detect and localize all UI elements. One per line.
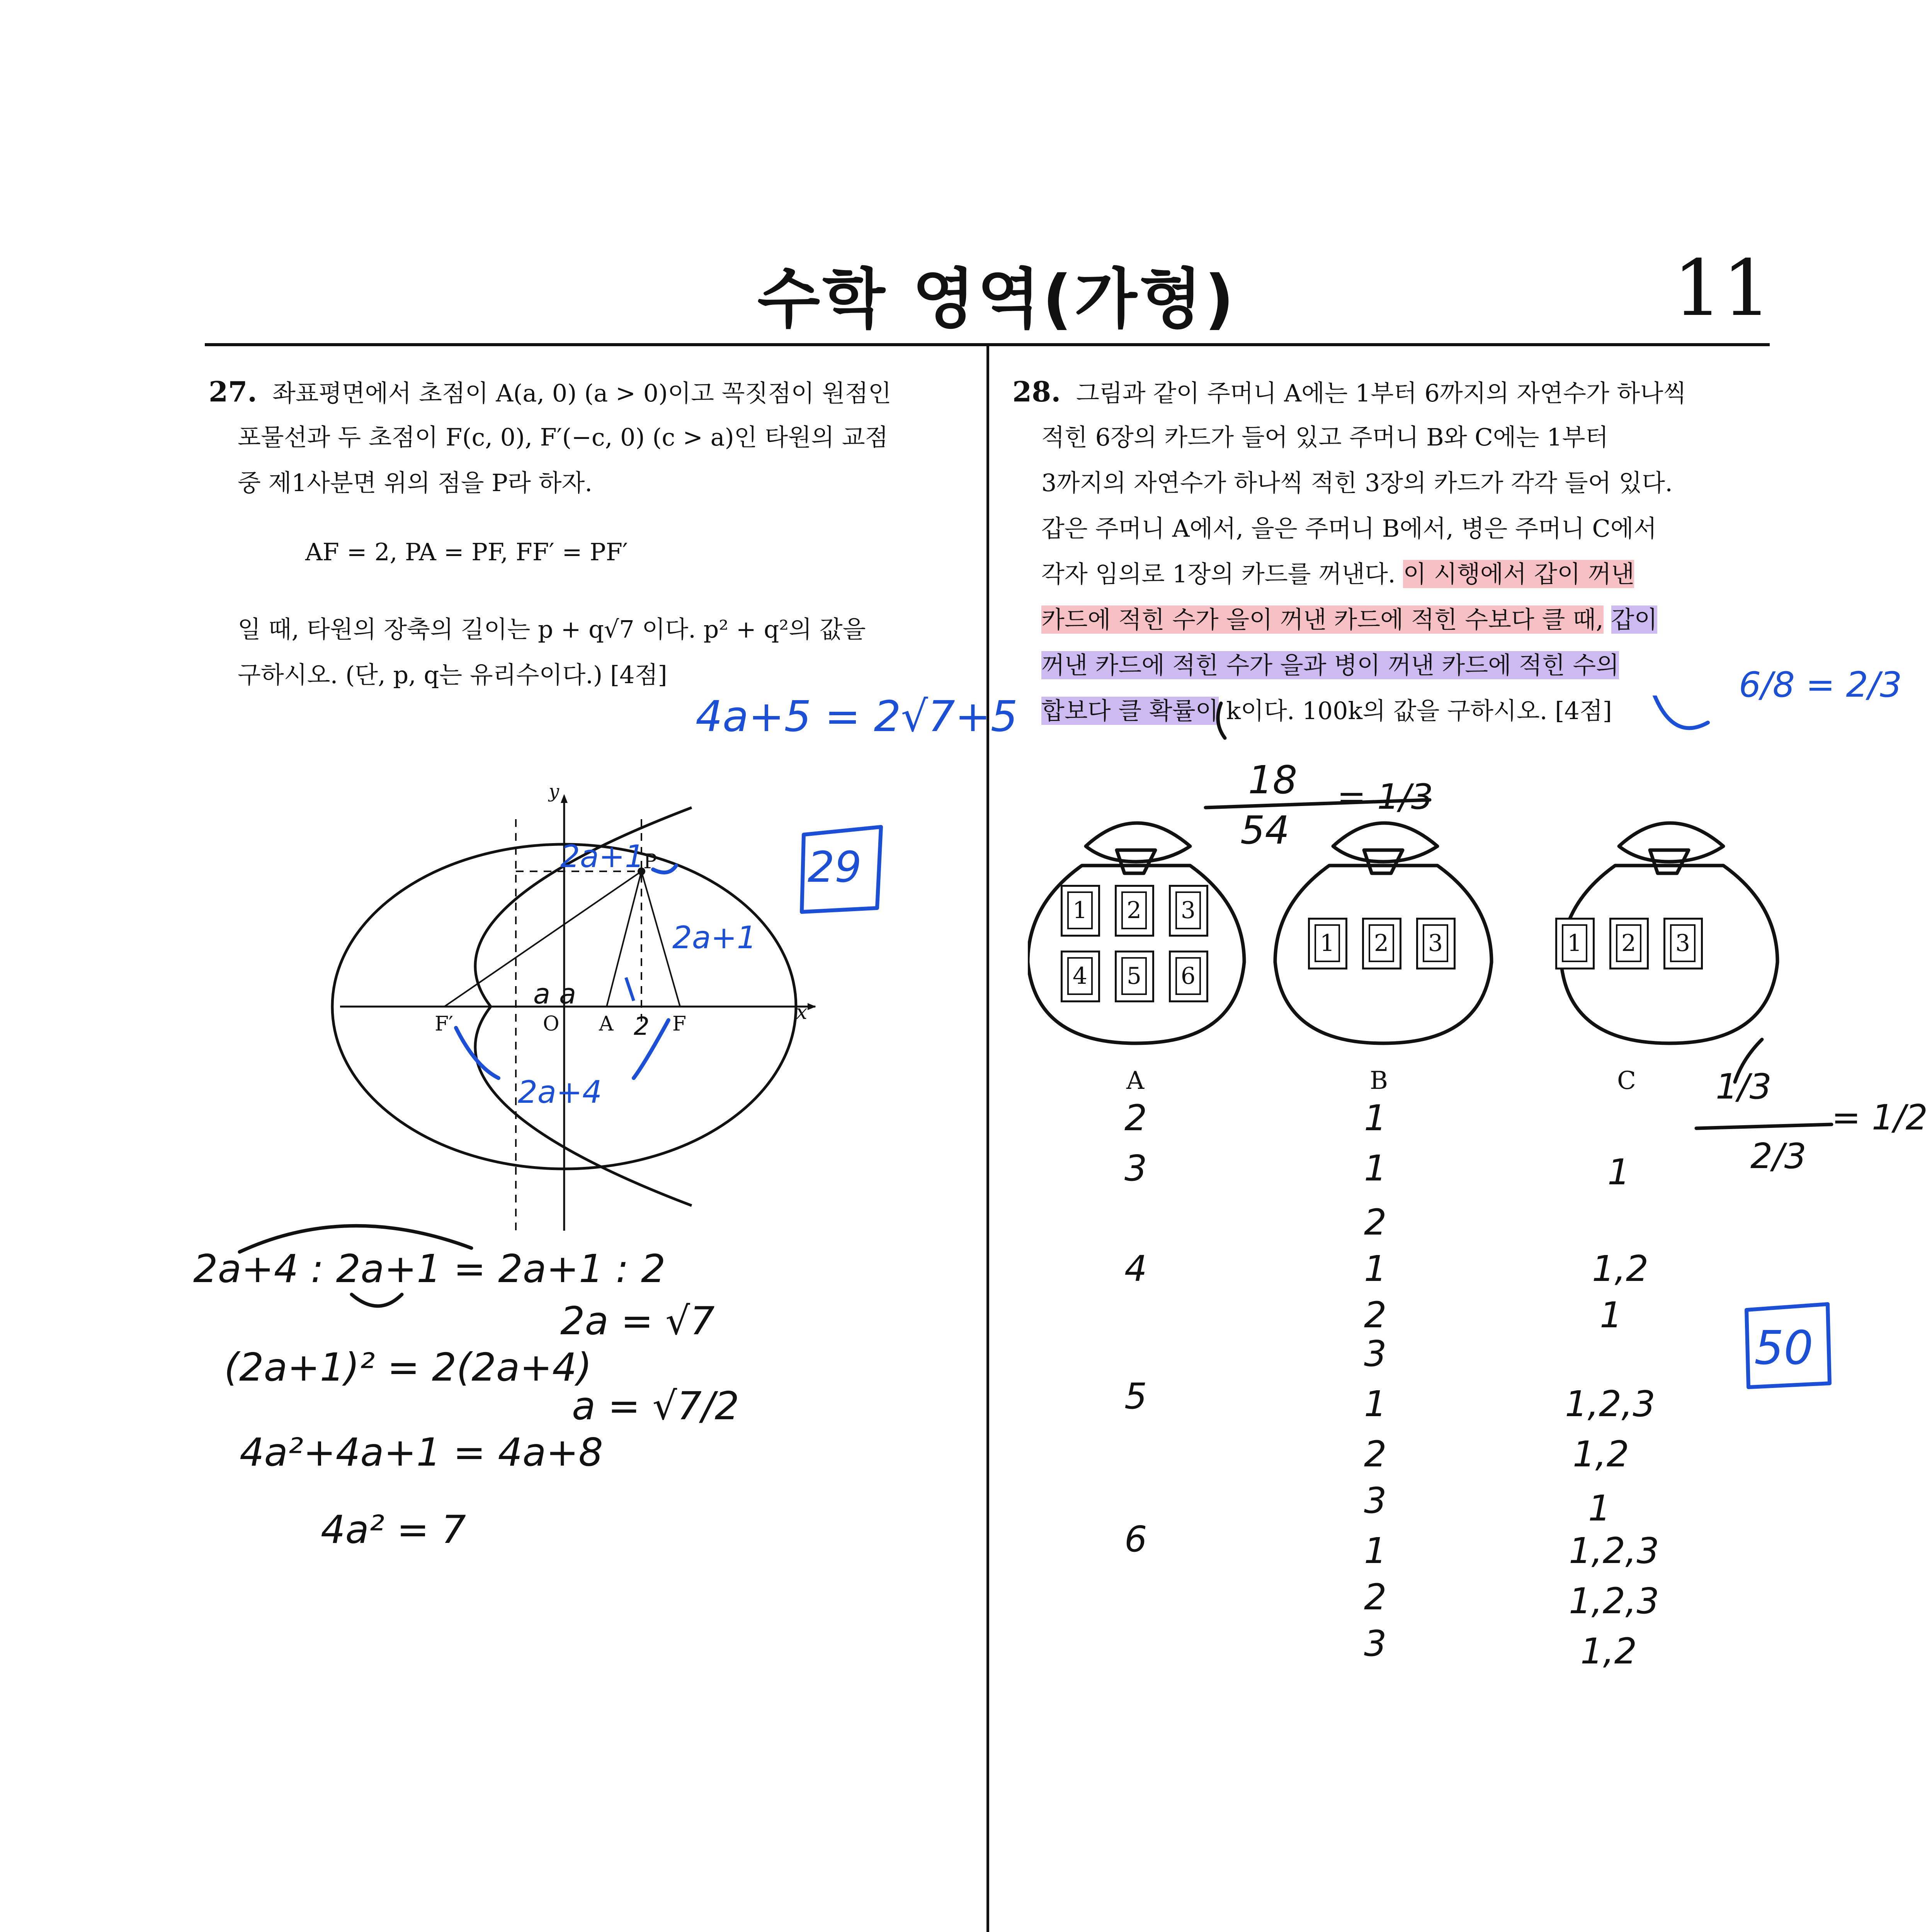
handwritten-case: 5	[1124, 1376, 1147, 1417]
handwritten-case: 1,2,3	[1569, 1580, 1660, 1622]
handwritten-case: 1,2	[1573, 1434, 1629, 1475]
axis-label-y: y	[549, 781, 560, 802]
point-label-origin: O	[543, 1012, 560, 1036]
handwritten-case: 4	[1124, 1248, 1147, 1289]
card-a-3: 3	[1169, 885, 1208, 937]
card-a-5: 5	[1115, 951, 1154, 1002]
problem-text-line: 갑은 주머니 A에서, 을은 주머니 B에서, 병은 주머니 C에서	[1041, 514, 1657, 543]
handwritten-case: 1,2	[1592, 1248, 1649, 1289]
problem-text-line: 각자 임의로 1장의 카드를 꺼낸다.	[1041, 560, 1396, 588]
handwritten-marks	[452, 862, 723, 1132]
handwritten-case: 1	[1588, 1488, 1611, 1529]
problem-number: 28.	[1012, 375, 1061, 408]
page-number: 11	[1673, 243, 1772, 333]
handwritten-fraction-num: 18	[1248, 757, 1298, 803]
problem-text-line: 구하시오. (단, p, q는 유리수이다.) [4점]	[238, 661, 667, 689]
condition-line: AF = 2, PA = PF, FF′ = PF′	[305, 538, 628, 566]
point-label-a: A	[599, 1012, 614, 1036]
handwritten-fraction-num: 1/3	[1716, 1066, 1772, 1107]
bag-label-c: C	[1617, 1066, 1636, 1095]
handwritten-case: 3	[1364, 1623, 1387, 1664]
highlighted-text: 갑이	[1611, 605, 1658, 634]
header-rule	[205, 343, 1770, 346]
handwritten-answer: 29	[808, 842, 862, 892]
card-c-2: 2	[1609, 918, 1649, 969]
highlighted-text: 꺼낸 카드에 적힌 수가 을과 병이 꺼낸 카드에 적힌 수의	[1041, 651, 1619, 679]
handwritten-case: 2	[1364, 1202, 1387, 1243]
handwritten-fraction-den: 54	[1240, 808, 1290, 853]
bag-label-a: A	[1126, 1066, 1145, 1095]
axis-label-x: x	[796, 1001, 808, 1024]
card-a-6: 6	[1169, 951, 1208, 1002]
handwritten-case: 1,2,3	[1565, 1383, 1656, 1425]
handwritten-case: 1	[1364, 1530, 1387, 1571]
card-b-3: 3	[1416, 918, 1456, 969]
problem-text-line: k이다. 100k의 값을 구하시오. [4점]	[1218, 697, 1612, 725]
handwritten-case: 2	[1364, 1434, 1387, 1475]
handwritten-case: 1	[1600, 1294, 1622, 1336]
column-divider	[986, 346, 989, 1932]
handwritten-step: 4a² = 7	[321, 1507, 466, 1552]
page-title: 수학 영역(가형)	[757, 261, 1236, 337]
handwritten-equation: 4a+5 = 2√7+5	[696, 692, 1018, 741]
handwritten-case: 2	[1364, 1577, 1387, 1618]
problem-text-line: 3까지의 자연수가 하나씩 적힌 3장의 카드가 각각 들어 있다.	[1041, 469, 1673, 497]
handwritten-case: 1,2,3	[1569, 1530, 1660, 1571]
handwritten-case: 1	[1364, 1383, 1387, 1425]
handwritten-case: 1	[1364, 1148, 1387, 1189]
point-label-f-prime: F′	[435, 1012, 453, 1036]
handwritten-step: 2a = √7	[560, 1298, 715, 1344]
handwritten-step: (2a+1)² = 2(2a+4)	[224, 1345, 592, 1390]
problem-text-line: 적힌 6장의 카드가 들어 있고 주머니 B와 C에는 1부터	[1041, 423, 1609, 451]
handwritten-case: 1	[1607, 1151, 1630, 1193]
handwritten-fraction: = 1/3	[1337, 777, 1433, 817]
handwritten-case: 3	[1124, 1148, 1147, 1189]
handwritten-label: 2a+1	[560, 838, 645, 874]
card-c-1: 1	[1555, 918, 1595, 969]
bag-label-b: B	[1370, 1066, 1388, 1095]
handwritten-fraction: 6/8 = 2/3	[1739, 665, 1902, 705]
handwritten-label: 2a+4	[518, 1074, 602, 1110]
handwritten-case: 6	[1124, 1519, 1147, 1560]
handwritten-answer: 50	[1754, 1321, 1813, 1375]
problem-text-line: 포물선과 두 초점이 F(c, 0), F′(−c, 0) (c > a)인 타원의 교점	[238, 423, 888, 451]
highlighted-text: 카드에 적힌 수가 을이 꺼낸 카드에 적힌 수보다 클 때,	[1041, 605, 1604, 634]
handwritten-label: 2a+1	[672, 920, 757, 956]
problem-text-line: 그림과 같이 주머니 A에는 1부터 6까지의 자연수가 하나씩	[1076, 379, 1687, 407]
handwritten-case: 1	[1364, 1248, 1387, 1289]
problem-number: 27.	[209, 375, 257, 408]
handwritten-step: a = √7/2	[572, 1383, 740, 1429]
highlighted-text: 합보다 클 확률이	[1041, 697, 1219, 725]
handwritten-fraction: = 1/2	[1832, 1097, 1928, 1138]
handwritten-label: 2	[634, 1012, 650, 1041]
handwritten-case: 1	[1364, 1097, 1387, 1139]
card-a-2: 2	[1115, 885, 1154, 937]
handwritten-case: 3	[1364, 1480, 1387, 1521]
card-c-3: 3	[1663, 918, 1703, 969]
highlighted-text: 이 시행에서 갑이 꺼낸	[1403, 560, 1634, 588]
card-a-4: 4	[1061, 951, 1100, 1002]
handwritten-case: 2	[1124, 1097, 1147, 1139]
problem-text-line: 일 때, 타원의 장축의 길이는 p + q√7 이다. p² + q²의 값을	[238, 615, 866, 643]
card-b-2: 2	[1362, 918, 1401, 969]
handwritten-case: 1,2	[1580, 1631, 1637, 1672]
handwritten-label: a a	[533, 978, 577, 1010]
handwritten-fraction-den: 2/3	[1750, 1136, 1806, 1177]
problem-text-line: 좌표평면에서 초점이 A(a, 0) (a > 0)이고 꼭짓점이 원점인	[272, 379, 891, 407]
point-label-f: F	[672, 1012, 687, 1036]
point-label-p: P	[643, 850, 657, 873]
handwritten-arcs	[232, 1217, 502, 1318]
handwritten-case: 2	[1364, 1294, 1387, 1336]
handwritten-step: 4a²+4a+1 = 4a+8	[240, 1430, 603, 1475]
problem-text-line: 중 제1사분면 위의 점을 P라 하자.	[238, 469, 593, 497]
handwritten-case: 3	[1364, 1333, 1387, 1374]
card-a-1: 1	[1061, 885, 1100, 937]
handwritten-marks	[1198, 696, 1893, 858]
card-b-1: 1	[1308, 918, 1347, 969]
handwritten-proportion: 2a+4 : 2a+1 = 2a+1 : 2	[193, 1246, 666, 1291]
